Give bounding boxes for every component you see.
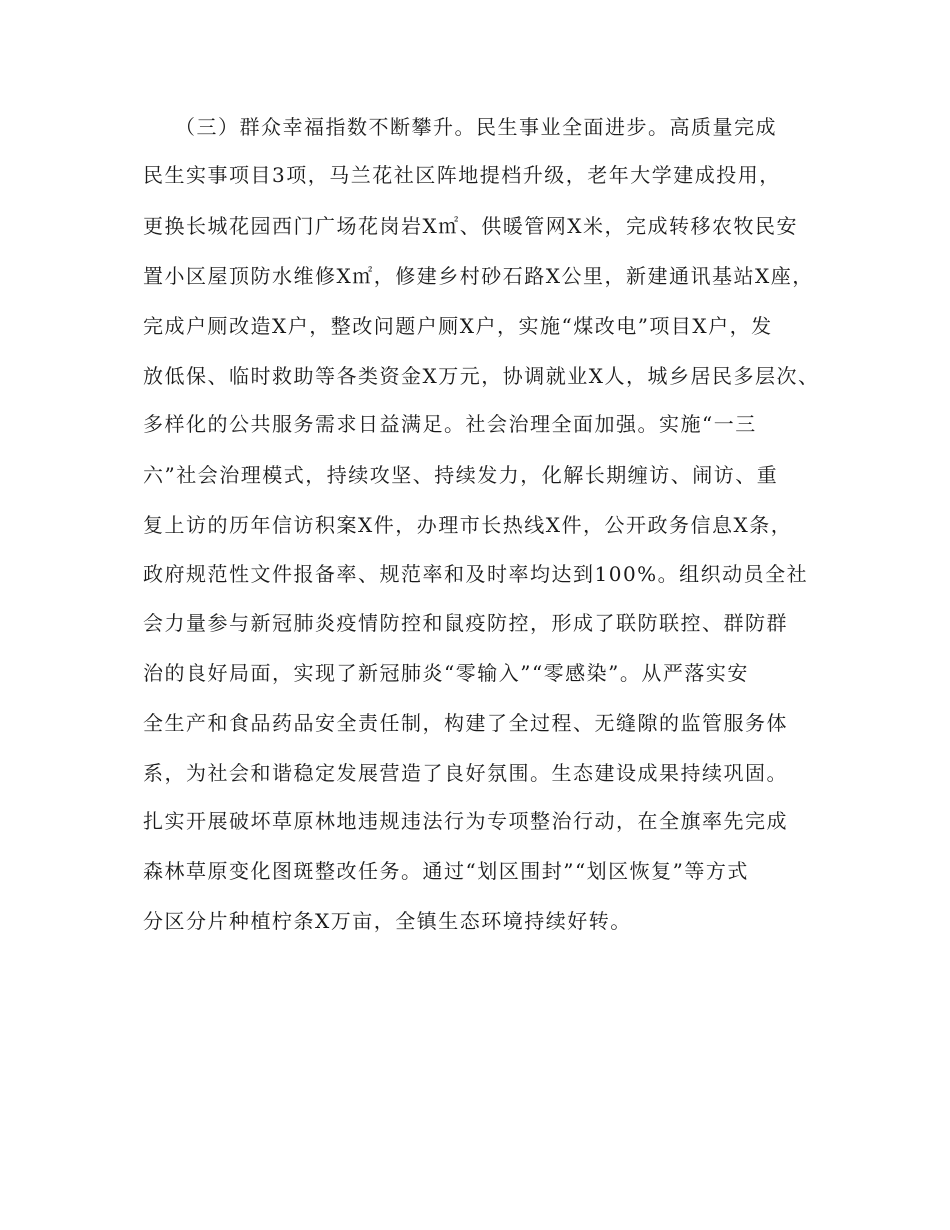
paragraph-line: 多样化的公共服务需求日益满足。社会治理全面加强。实施“一三 (143, 412, 757, 436)
paragraph-line: 民生实事项目3项，马兰花社区阵地提档升级，老年大学建成投用， (143, 163, 781, 187)
paragraph-line: 治的良好局面，实现了新冠肺炎“零输入”“零感染”。从严落实安 (143, 661, 749, 685)
paragraph-line: 六”社会治理模式，持续攻坚、持续发力，化解长期缠访、闹访、重 (143, 463, 779, 487)
paragraph-line: 分区分片种植柠条X万亩，全镇生态环境持续好转。 (143, 909, 632, 933)
paragraph-line: 全生产和食品药品安全责任制，构建了全过程、无缝隙的监管服务体 (143, 711, 788, 735)
paragraph-line: 完成户厕改造X户，整改问题户厕X户，实施“煤改电”项目X户，发 (143, 314, 773, 338)
paragraph-line: 系，为社会和谐稳定发展营造了良好氛围。生态建设成果持续巩固。 (143, 761, 788, 785)
paragraph-line: 更换长城花园西门广场花岗岩X㎡、供暖管网X米，完成转移农牧民安 (143, 214, 798, 238)
paragraph-line: 放低保、临时救助等各类资金X万元，协调就业X人，城乡居民多层次、 (143, 364, 820, 388)
paragraph-line: 置小区屋顶防水维修X㎡，修建乡村砂石路X公里，新建通讯基站X座， (143, 264, 814, 288)
paragraph-line: 会力量参与新冠肺炎疫情防控和鼠疫防控，形成了联防联控、群防群 (143, 611, 788, 635)
paragraph-line: 复上访的历年信访积案X件，办理市长热线X件，公开政务信息X条， (143, 513, 793, 537)
paragraph-line: 森林草原变化图斑整改任务。通过“划区围封”“划区恢复”等方式 (143, 859, 749, 883)
paragraph-line: （三）群众幸福指数不断攀升。民生事业全面进步。高质量完成 (175, 115, 777, 139)
paragraph-line: 政府规范性文件报备率、规范率和及时率均达到100%。组织动员全社 (143, 562, 809, 586)
paragraph-line: 扎实开展破坏草原林地违规违法行为专项整治行动，在全旗率先完成 (143, 809, 788, 833)
